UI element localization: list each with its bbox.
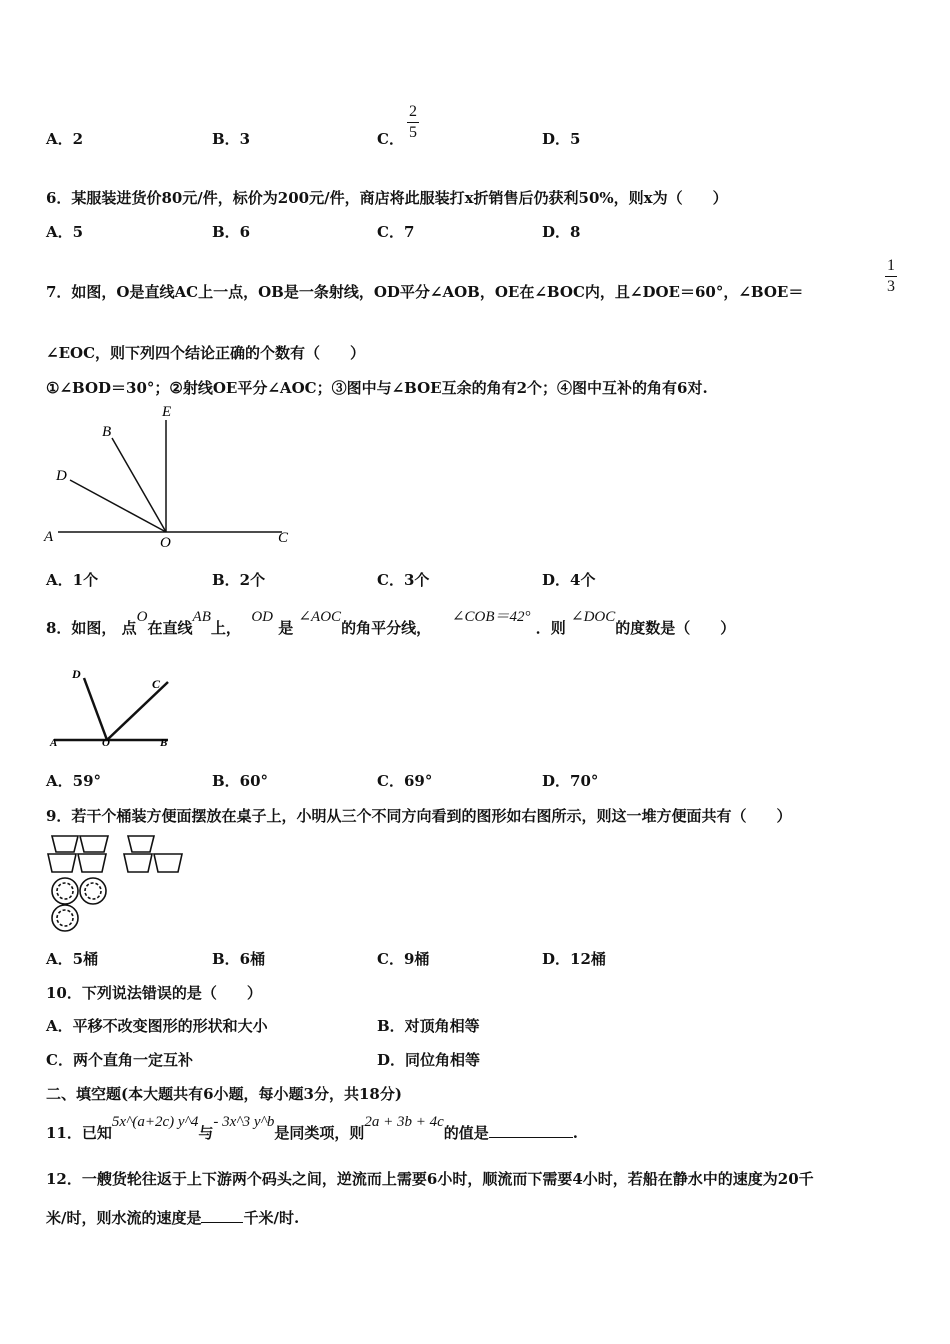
- q11-suffix: 的值是: [443, 1124, 489, 1142]
- q8-option-b: B．60°: [212, 772, 269, 790]
- label-a: A: [50, 737, 58, 749]
- q8-text-7: 的度数是（ ）: [615, 619, 736, 637]
- q8-stem: [46, 609, 736, 638]
- q8-option-a: A．59°: [46, 772, 102, 790]
- bucket-top-1-inner: [57, 883, 73, 899]
- q7-stem-line2: ∠EOC，则下列四个结论正确的个数有（ ）: [46, 344, 366, 362]
- q7-figure: [40, 400, 300, 550]
- q9-option-c: C．9桶: [377, 950, 430, 968]
- q9-option-b: B．6桶: [212, 950, 266, 968]
- q11-expr-1: 5x^(a+2c) y^4: [111, 1114, 199, 1130]
- bucket-top-3: [52, 905, 78, 931]
- label-d: D: [56, 468, 67, 484]
- q5-option-b: B．3: [212, 130, 251, 148]
- bucket-side-top: [128, 836, 154, 852]
- q6-option-a: A．5: [46, 223, 84, 241]
- q9-figure: [46, 830, 196, 935]
- q7-frac-denominator: 3: [887, 278, 895, 295]
- q9-option-a: A．5桶: [46, 950, 99, 968]
- bucket-top-2-inner: [85, 883, 101, 899]
- q8-text-6: ．则: [535, 619, 566, 637]
- q11-end: .: [572, 1124, 579, 1142]
- q9-side-view: [124, 836, 182, 872]
- q5-option-c: [377, 128, 404, 149]
- q11-prefix: 11．已知: [46, 1124, 112, 1142]
- q11-expr-2: - 3x^3 y^b: [213, 1114, 275, 1130]
- q5-option-c-label: C．: [377, 130, 404, 148]
- q10-option-b: B．对顶角相等: [377, 1017, 480, 1035]
- bucket-front-bottom-right: [78, 854, 106, 872]
- q12-answer-blank[interactable]: [201, 1208, 243, 1223]
- label-e: E: [162, 404, 172, 420]
- label-c: C: [152, 677, 161, 691]
- q8-figure: [40, 660, 190, 755]
- q10-option-d: D．同位角相等: [377, 1051, 481, 1069]
- q5-option-c-fraction: [407, 102, 419, 143]
- q5-option-d: D．5: [542, 130, 581, 148]
- q11-stem: [46, 1114, 579, 1143]
- bucket-side-bottom-right: [154, 854, 182, 872]
- q7-stem-line3: ①∠BOD＝30°；②射线OE平分∠AOC；③图中与∠BOE互余的角有2个；④图中互补的角有6对.: [46, 379, 708, 397]
- ray-od: [84, 678, 107, 740]
- q8-text-1: 8．如图， 点: [46, 619, 137, 637]
- q6-option-c: C．7: [377, 223, 415, 241]
- bucket-front-bottom-left: [48, 854, 76, 872]
- q8-text-2: 在直线: [147, 619, 193, 637]
- q7-frac-numerator: 1: [885, 256, 897, 277]
- bucket-top-2: [80, 878, 106, 904]
- q11-answer-blank[interactable]: [489, 1123, 573, 1138]
- q7-option-b: B．2个: [212, 571, 266, 589]
- q6-option-d: D．8: [542, 223, 581, 241]
- q12-text-a: 米/时，则水流的速度是: [46, 1209, 202, 1227]
- q8-math-doc: ∠DOC: [571, 609, 616, 625]
- label-a: A: [44, 529, 54, 545]
- q8-math-aoc: ∠AOC: [298, 609, 342, 625]
- q10-stem: 10．下列说法错误的是（ ）: [46, 984, 262, 1002]
- q8-math-cob: ∠COB＝42°: [451, 609, 531, 625]
- bucket-front-top: [52, 836, 78, 852]
- q8-text-4: 是: [278, 619, 294, 637]
- q7-stem-line1: 7．如图，O是直线AC上一点，OB是一条射线，OD平分∠AOB，OE在∠BOC内，且∠DOE＝60°，∠BOE＝: [46, 283, 804, 301]
- label-c: C: [278, 530, 289, 546]
- q10-option-c: C．两个直角一定互补: [46, 1051, 193, 1069]
- q9-front-view: [48, 836, 108, 872]
- q7-option-a: A．1个: [46, 571, 99, 589]
- bucket-front-top-right: [80, 836, 108, 852]
- q8-math-ab: AB: [192, 609, 211, 625]
- q6-stem: 6．某服装进货价80元/件，标价为200元/件，商店将此服装打x折销售后仍获利50%，则x为（ ）: [46, 189, 728, 207]
- label-o: O: [160, 535, 171, 550]
- q8-math-od: OD: [251, 609, 273, 625]
- section-2-title: 二、填空题(本大题共有6小题，每小题3分，共18分): [46, 1085, 402, 1103]
- bucket-side-bottom-left: [124, 854, 152, 872]
- q11-mid: 与: [198, 1124, 214, 1142]
- q6-option-b: B．6: [212, 223, 251, 241]
- label-b: B: [160, 737, 168, 749]
- bucket-top-1: [52, 878, 78, 904]
- q9-option-d: D．12桶: [542, 950, 606, 968]
- q7-fraction: [885, 256, 897, 297]
- label-d: D: [72, 667, 81, 681]
- q7-option-c: C．3个: [377, 571, 430, 589]
- q9-stem: 9．若干个桶装方便面摆放在桌子上，小明从三个不同方向看到的图形如右图所示，则这一堆方便面共有（ ）: [46, 807, 792, 825]
- q5-option-a: A．2: [46, 130, 84, 148]
- q10-option-a: A．平移不改变图形的形状和大小: [46, 1017, 268, 1035]
- q12-line-1: 12．一艘货轮往返于上下游两个码头之间，逆流而上需要6小时，顺流而下需要4小时，若船在静水中的速度为20千: [46, 1170, 814, 1188]
- q5-frac-numerator: 2: [407, 102, 419, 123]
- q12-text-b: 千米/时.: [243, 1209, 300, 1227]
- q8-option-d: D．70°: [542, 772, 599, 790]
- label-o: O: [102, 737, 110, 749]
- q5-frac-denominator: 5: [409, 124, 417, 141]
- q9-top-view: [52, 878, 106, 931]
- q12-line-2: [46, 1207, 299, 1228]
- q11-mid-2: 是同类项，则: [274, 1124, 365, 1142]
- q7-option-d: D．4个: [542, 571, 596, 589]
- q8-text-3: 上，: [210, 619, 241, 637]
- q8-text-5: 的角平分线，: [341, 619, 432, 637]
- bucket-top-3-inner: [57, 910, 73, 926]
- label-b: B: [102, 424, 112, 440]
- q8-option-c: C．69°: [377, 772, 433, 790]
- q11-expr-3: 2a + 3b + 4c: [364, 1114, 444, 1130]
- q8-math-o: O: [136, 609, 148, 625]
